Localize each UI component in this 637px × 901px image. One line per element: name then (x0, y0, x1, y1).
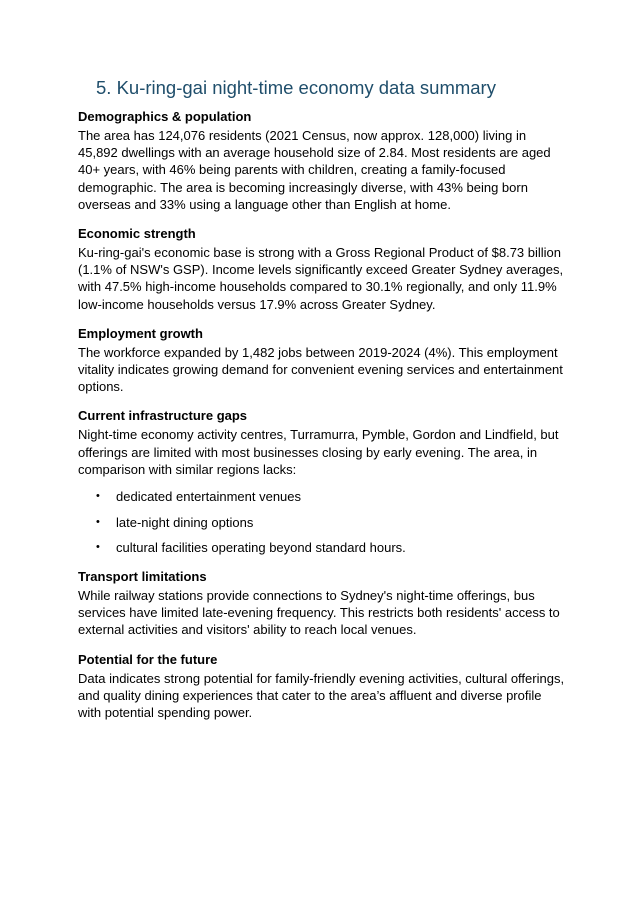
bullet-icon: • (96, 490, 100, 503)
bullet-icon: • (96, 541, 100, 554)
section-heading-employment-growth: Employment growth (78, 325, 203, 341)
page-title: 5. Ku-ring-gai night-time economy data summary (96, 77, 496, 98)
section-heading-transport-limitations: Transport limitations (78, 569, 207, 585)
list-item-text: cultural facilities operating beyond standard hours. (116, 540, 406, 556)
section-heading-economic-strength: Economic strength (78, 226, 196, 242)
section-body-demographics: The area has 124,076 residents (2021 Census, now approx. 128,000) living in 45,892 dwellings with an average household size of 2.84. Most residents are aged 40+ years, with 46% being parents with children, creating a family-focused demographic. The area is becoming increasingly diverse, with 43% being born overseas and 33% using a language other than English at home. (78, 128, 551, 212)
list-item (78, 488, 577, 505)
section-potential-future (78, 651, 577, 722)
infrastructure-gaps-list (78, 488, 577, 556)
section-transport-limitations (78, 568, 577, 639)
bullet-icon: • (96, 515, 100, 528)
section-body-potential-future: Data indicates strong potential for family-friendly evening activities, cultural offerings, and quality dining experiences that cater to the area’s affluent and diverse profile with potential spending power. (78, 670, 565, 721)
section-body-infrastructure-gaps: Night-time economy activity centres, Turramurra, Pymble, Gordon and Lindfield, but offerings are limited with most businesses closing by early evening. The area, in comparison with similar regions lacks: (78, 427, 559, 477)
section-employment-growth (78, 325, 577, 396)
section-heading-demographics: Demographics & population (78, 109, 252, 124)
section-infrastructure-gaps (78, 407, 577, 556)
section-body-economic-strength: Ku-ring-gai's economic base is strong with a Gross Regional Product of $8.73 billion (1.1% of NSW's GSP). Income levels significantly exceed Greater Sydney averages, with 47.5% high-income households compared to 30.1% regionally, and only 11.9% low-income households versus 17.9% across Greater Sydney. (78, 245, 564, 312)
section-heading-infrastructure-gaps: Current infrastructure gaps (78, 408, 248, 424)
list-item-text: dedicated entertainment venues (116, 489, 302, 505)
list-item-text: late-night dining options (116, 514, 254, 530)
list-item (78, 539, 577, 556)
section-demographics (78, 108, 577, 213)
section-heading-potential-future: Potential for the future (78, 651, 218, 667)
section-body-employment-growth: The workforce expanded by 1,482 jobs between 2019-2024 (4%). This employment vitality indicates growing demand for convenient evening services and entertainment options. (78, 344, 563, 395)
list-item (78, 514, 577, 531)
section-economic-strength (78, 225, 577, 313)
section-body-transport-limitations: While railway stations provide connections to Sydney's night-time offerings, bus services have limited late-evening frequency. This restricts both residents' access to external activities and visitors' ability to reach local venues. (78, 588, 560, 638)
